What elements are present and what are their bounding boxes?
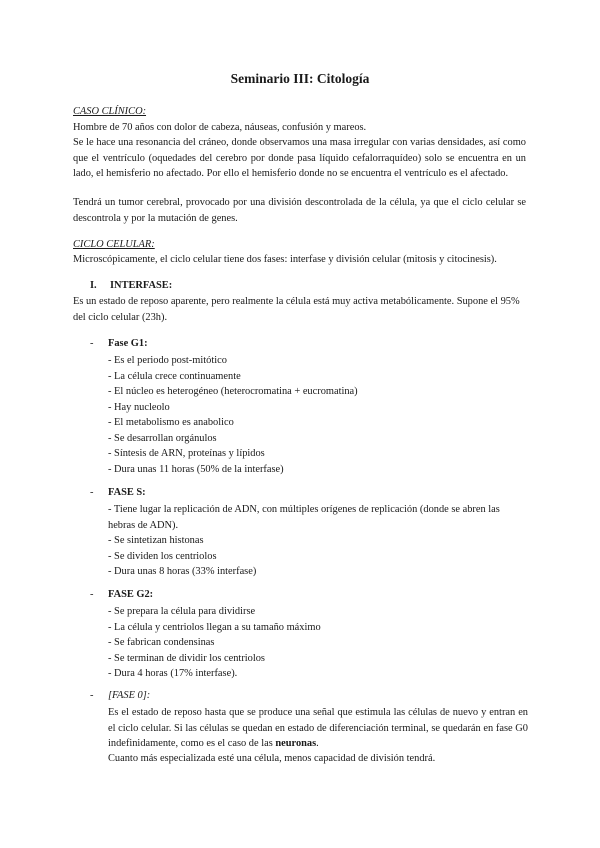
fase-s-list: [108, 502, 528, 580]
fase-0-title: [FASE 0]:: [108, 690, 151, 701]
list-item: - Hay nucleolo: [108, 401, 170, 413]
list-item: - Tiene lugar la replicación de ADN, con múltiples orígenes de replicación (donde se abren las hebras de ADN).: [108, 504, 500, 531]
fase-0-paragraph: [108, 705, 528, 752]
caso-clinico-conclusion: Tendrá un tumor cerebral, provocado por una división descontrolada de la célula, ya que el ciclo celular se descontrola y por la mutación de genes.: [73, 197, 526, 224]
fase-g2-list: [108, 604, 528, 682]
list-dash: -: [90, 589, 94, 600]
list-dash: -: [90, 690, 94, 701]
fase-g2-title: FASE G2:: [108, 589, 154, 600]
list-item: - Síntesis de ARN, proteínas y lípidos: [108, 448, 265, 459]
ciclo-celular-text: Microscópicamente, el ciclo celular tiene dos fases: interfase y división celular (mitosis y citocinesis).: [73, 254, 497, 265]
fase-0-text: Es el estado de reposo hasta que se produce una señal que estimula las células de nuevo y entran en el ciclo celular. Si las células se quedan en estado de diferenciación terminal, se quedarán en fase G0 indefinidamente, como es el caso de las: [108, 707, 528, 749]
fase-0-text-end: .: [316, 738, 319, 749]
list-item: - Se sintetizan histonas: [108, 535, 204, 546]
fase-g1-title: Fase G1:: [108, 338, 148, 349]
list-dash: -: [90, 338, 94, 349]
list-item: - Dura unas 11 horas (50% de la interfase): [108, 463, 284, 475]
fase-s-title: FASE S:: [108, 487, 146, 498]
fase-0-last-line: Cuanto más especializada esté una célula, menos capacidad de división tendrá.: [108, 753, 436, 764]
list-item: - Es el periodo post-mitótico: [108, 355, 227, 366]
fase-0-bold-word: neuronas: [275, 738, 317, 749]
list-item: - Se terminan de dividir los centriolos: [108, 652, 265, 664]
list-item: - Dura 4 horas (17% interfase).: [108, 668, 238, 679]
caso-clinico-paragraph: Se le hace una resonancia del cráneo, donde observamos una masa irregular con varias densidades, así como que el ventrículo (oquedades del cerebro por donde pasa líquido cefalorraquídeo) solo se encuentra en un lado, el hemisferio no afectado. Por ello el hemisferio donde no se encuentra el ventrículo es el afectado.: [73, 137, 526, 179]
fase-g1-list: [108, 353, 528, 477]
caso-clinico-heading: CASO CLÍNICO:: [73, 106, 147, 117]
caso-clinico-line: Hombre de 70 años con dolor de cabeza, náuseas, confusión y mareos.: [73, 122, 367, 133]
list-item: - Se prepara la célula para dividirse: [108, 606, 256, 617]
list-item: - Se desarrollan orgánulos: [108, 432, 217, 444]
interfase-title: INTERFASE:: [110, 280, 173, 291]
list-item: - Dura unas 8 horas (33% interfase): [108, 566, 257, 577]
section-number: I.: [90, 280, 97, 291]
page-title: Seminario III: Citología: [230, 71, 370, 86]
list-item: - Se fabrican condensinas: [108, 637, 215, 648]
list-item: - La célula crece continuamente: [108, 370, 241, 382]
list-item: - El metabolismo es anabolico: [108, 417, 234, 428]
ciclo-celular-heading: CICLO CELULAR:: [73, 239, 155, 250]
list-dash: -: [90, 487, 94, 498]
interfase-text: Es un estado de reposo aparente, pero realmente la célula está muy activa metabólicamente. Supone el 95% del ciclo celular (23h).: [73, 296, 520, 323]
list-item: - La célula y centriolos llegan a su tamaño máximo: [108, 621, 321, 633]
list-item: - El núcleo es heterogéneo (heterocromatina + eucromatina): [108, 386, 358, 397]
list-item: - Se dividen los centriolos: [108, 550, 217, 562]
